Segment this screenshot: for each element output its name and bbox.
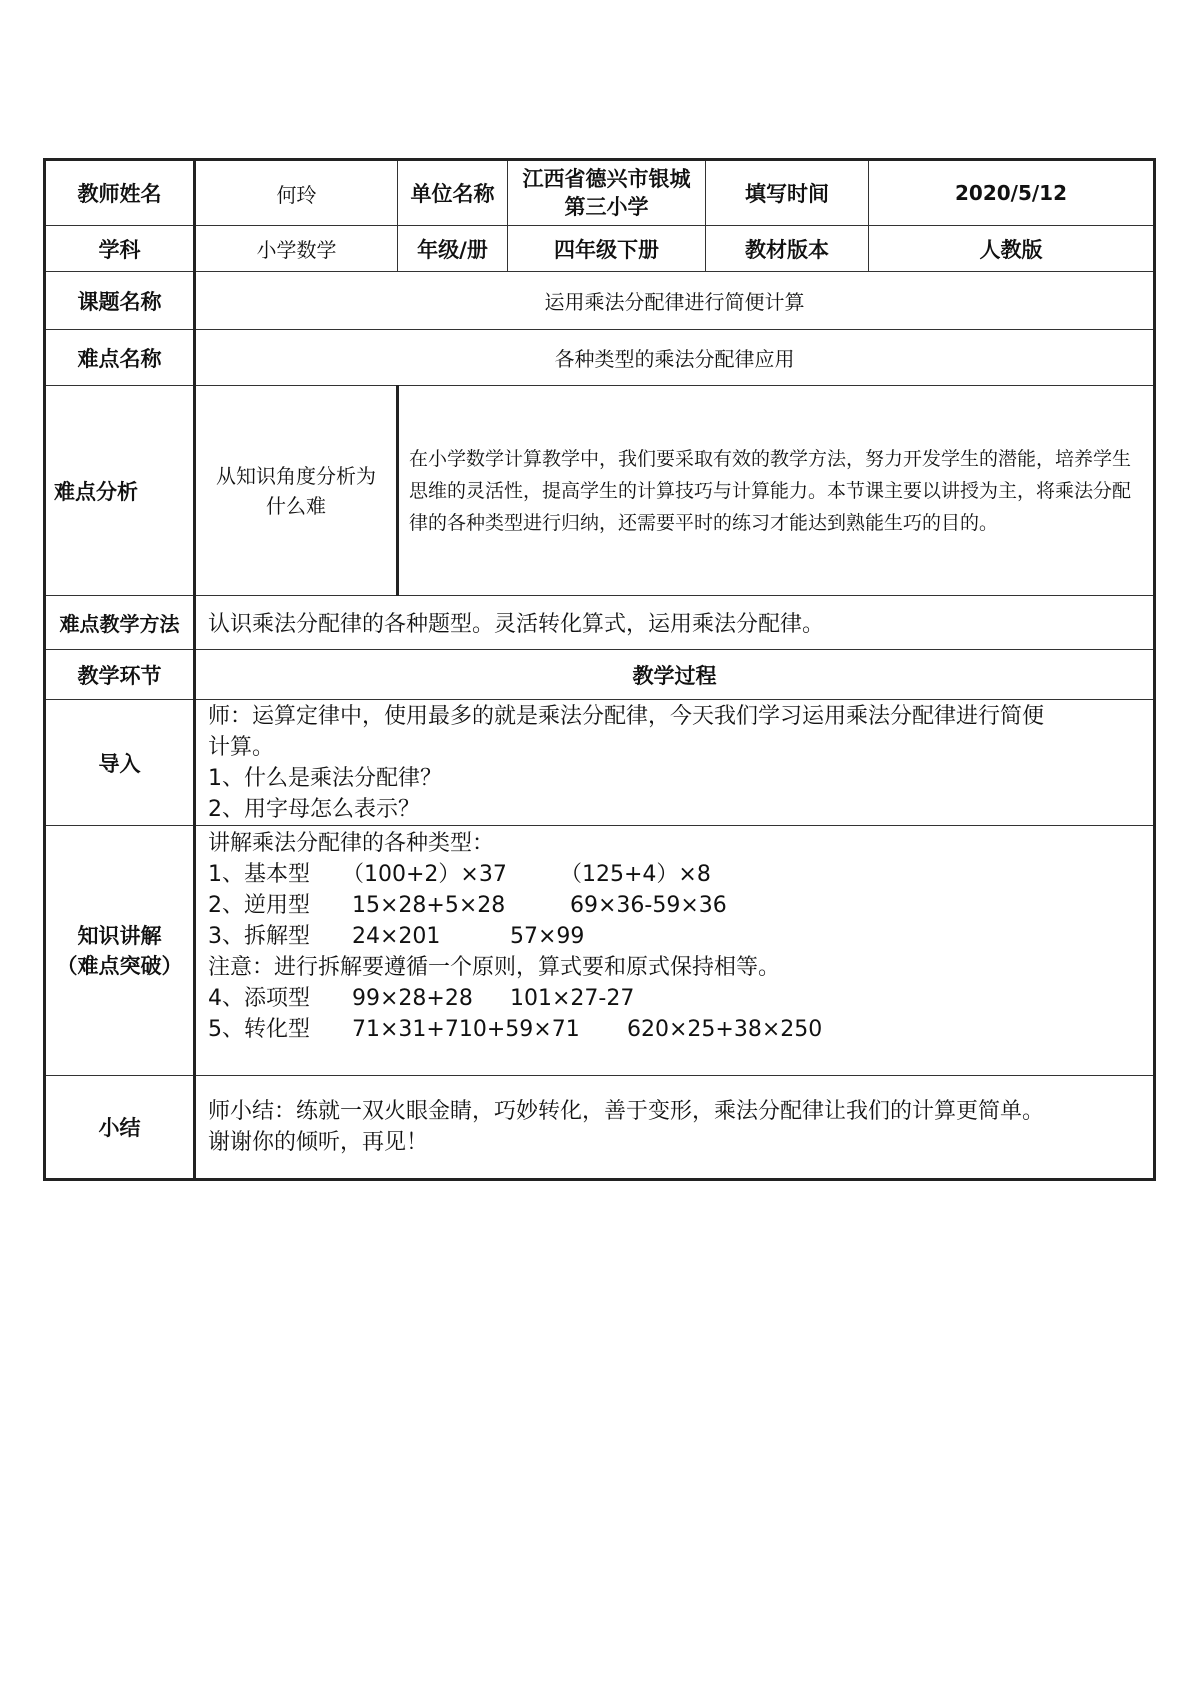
subject-value: 小学数学 (195, 226, 398, 272)
item-name: 3、拆解型 (208, 924, 310, 949)
item-example-2: 57×99 (510, 924, 585, 949)
item-example-2: 69×36-59×36 (570, 893, 727, 918)
grade-value: 四年级下册 (508, 226, 706, 272)
intro-line: 2、用字母怎么表示？ (208, 796, 420, 822)
grade-label: 年级/册 (398, 226, 508, 272)
analysis-row (45, 386, 1155, 596)
unit-name-line1: 江西省德兴市银城 (522, 167, 691, 191)
item-example-2: 101×27-27 (510, 986, 635, 1011)
item-example-1: 71×31+710+59×71 (352, 1017, 580, 1042)
knowledge-content (195, 826, 1155, 1076)
item-example-1: 15×28+5×28 (352, 893, 506, 918)
method-value: 认识乘法分配律的各种题型。灵活转化算式，运用乘法分配律。 (195, 596, 1155, 650)
item-example-1: 24×201 (352, 924, 441, 949)
process-stage-label: 教学环节 (45, 650, 195, 700)
method-row (45, 596, 1155, 650)
header-row-1 (45, 160, 1155, 226)
analysis-text: 在小学数学计算教学中，我们要采取有效的教学方法，努力开发学生的潜能，培养学生思维的灵活性，提高学生的计算技巧与计算能力。本节课主要以讲授为主，将乘法分配律的各种类型进行归纳，还需要平时的练习才能达到熟能生巧的目的。 (398, 386, 1155, 596)
difficulty-row (45, 330, 1155, 386)
summary-content (195, 1076, 1155, 1180)
knowledge-item (208, 890, 1141, 921)
analysis-sublabel-line2: 什么难 (266, 493, 326, 518)
topic-value: 运用乘法分配律进行简便计算 (195, 272, 1155, 330)
analysis-label: 难点分析 (45, 386, 195, 596)
summary-row (45, 1076, 1155, 1180)
summary-label: 小结 (45, 1076, 195, 1180)
unit-name-value (508, 160, 706, 226)
knowledge-label (45, 826, 195, 1076)
intro-label: 导入 (45, 700, 195, 826)
process-title: 教学过程 (195, 650, 1155, 700)
item-example-2: （125+4）×8 (560, 862, 711, 887)
method-label: 难点教学方法 (45, 596, 195, 650)
item-name: 1、基本型 (208, 862, 310, 887)
intro-line: 师：运算定律中，使用最多的就是乘法分配律，今天我们学习运用乘法分配律进行简便 (208, 703, 1045, 729)
unit-name-label: 单位名称 (398, 160, 508, 226)
item-example-2: 620×25+38×250 (627, 1017, 823, 1042)
analysis-sublabel-line1: 从知识角度分析为 (216, 463, 376, 488)
summary-line: 师小结：练就一双火眼金睛，巧妙转化，善于变形，乘法分配律让我们的计算更简单。 (208, 1099, 1045, 1124)
item-example-1: （100+2）×37 (342, 862, 507, 887)
knowledge-label-line1: 知识讲解 (77, 923, 162, 948)
knowledge-row (45, 826, 1155, 1076)
fill-date-label: 填写时间 (706, 160, 869, 226)
header-row-2 (45, 226, 1155, 272)
teacher-name-value: 何玲 (195, 160, 398, 226)
knowledge-item (208, 859, 1141, 890)
subject-label: 学科 (45, 226, 195, 272)
fill-date-value: 2020/5/12 (869, 160, 1155, 226)
knowledge-item (208, 921, 1141, 952)
summary-line: 谢谢你的倾听，再见！ (208, 1130, 429, 1155)
unit-name-line2: 第三小学 (564, 195, 649, 219)
knowledge-item (208, 1014, 1141, 1045)
knowledge-label-line2: （难点突破） (56, 953, 183, 978)
intro-row (45, 700, 1155, 826)
lesson-plan-table (43, 158, 1156, 1181)
intro-content (195, 700, 1155, 826)
knowledge-intro: 讲解乘法分配律的各种类型： (208, 831, 495, 856)
intro-line: 1、什么是乘法分配律？ (208, 765, 442, 791)
knowledge-note: 注意：进行拆解要遵循一个原则，算式要和原式保持相等。 (208, 955, 781, 980)
item-name: 2、逆用型 (208, 893, 310, 918)
process-header-row (45, 650, 1155, 700)
topic-row (45, 272, 1155, 330)
item-example-1: 99×28+28 (352, 986, 473, 1011)
knowledge-item (208, 983, 1141, 1014)
analysis-sublabel (195, 386, 398, 596)
edition-label: 教材版本 (706, 226, 869, 272)
item-name: 5、转化型 (208, 1017, 310, 1042)
teacher-name-label: 教师姓名 (45, 160, 195, 226)
difficulty-value: 各种类型的乘法分配律应用 (195, 330, 1155, 386)
difficulty-label: 难点名称 (45, 330, 195, 386)
intro-line: 计算。 (208, 734, 275, 760)
item-name: 4、添项型 (208, 986, 310, 1011)
topic-label: 课题名称 (45, 272, 195, 330)
edition-value: 人教版 (869, 226, 1155, 272)
